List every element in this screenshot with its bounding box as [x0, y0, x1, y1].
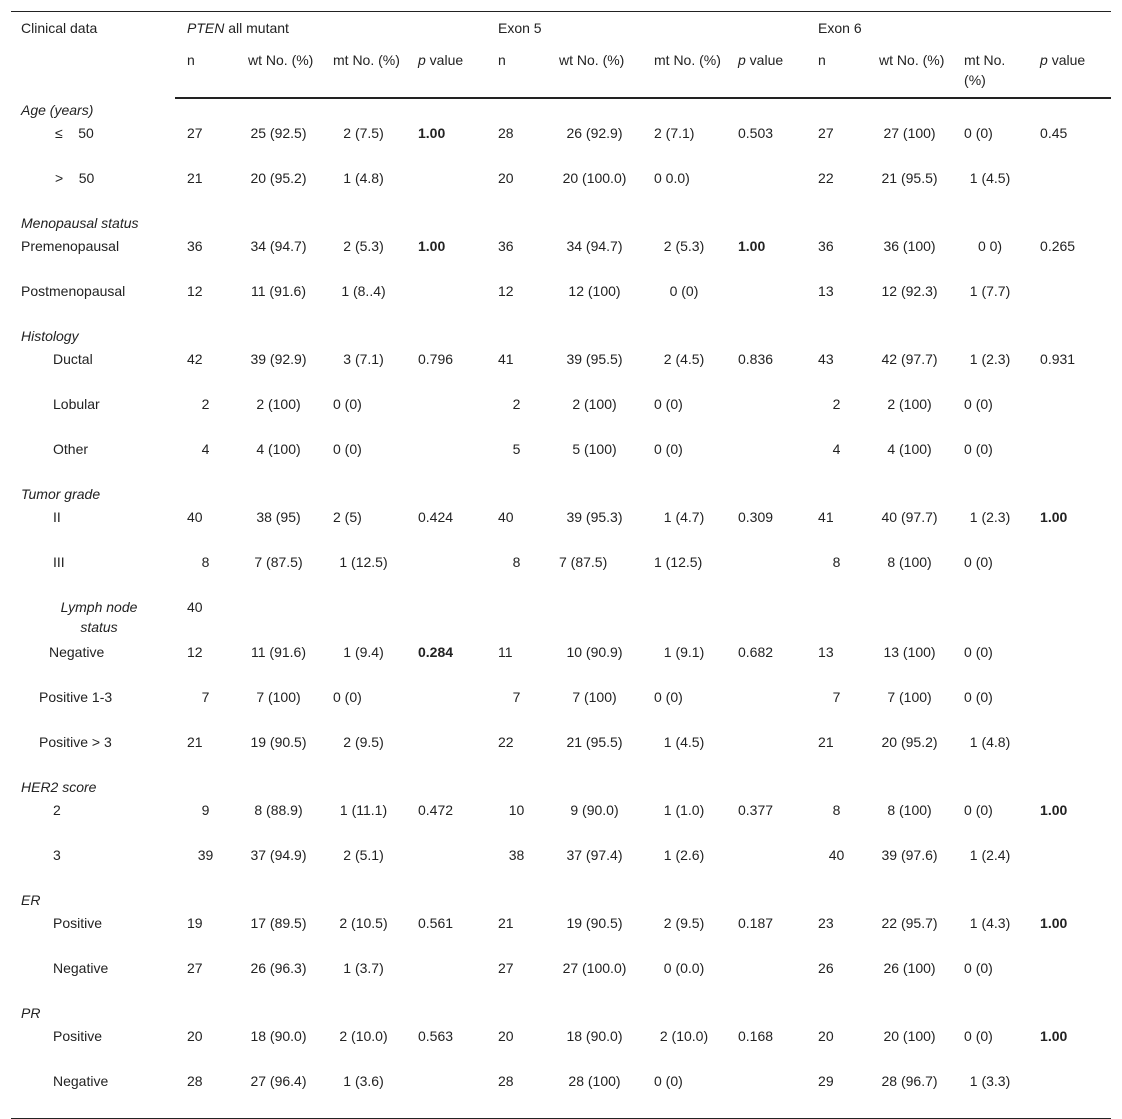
cell-a-p: [406, 167, 486, 212]
cell-c-wt: 8 (100): [887, 553, 932, 570]
cell-b-n: 11: [498, 643, 513, 660]
table-row: [11, 799, 1111, 844]
cell-c-n: 8: [832, 801, 841, 818]
cell-c-n: 13: [818, 282, 834, 299]
clinical-data-header: Clinical data: [11, 12, 175, 98]
col-p: p value: [406, 44, 486, 98]
cell-a-n: 19: [187, 914, 203, 931]
cell-a-wt: 20 (95.2): [250, 169, 307, 186]
cell-b-n: 7: [512, 688, 521, 705]
cell-a-n: 21: [187, 169, 203, 186]
cell-c-p: [1028, 167, 1111, 212]
cell-a-mt: 2 (10.5): [339, 914, 388, 931]
cell-c-mt: 1 (4.3): [969, 914, 1011, 931]
cell-a-wt: 4 (100): [256, 440, 301, 457]
table-row: [11, 1070, 1111, 1119]
section-heading: HER2 score: [21, 778, 97, 795]
cell-b-n: 2: [512, 395, 521, 412]
cell-b-mt: 2 (7.1): [654, 124, 695, 141]
cell-a-mt: 1 (3.6): [321, 1070, 406, 1119]
cell-b-mt: 0 (0.0): [663, 959, 705, 976]
cell-c-p: 1.00: [1040, 801, 1068, 818]
cell-b-wt: 9 (90.0): [570, 801, 619, 818]
cell-a-mt: 2 (5.1): [343, 846, 384, 863]
cell-c-mt: 1 (2.3): [969, 350, 1011, 367]
cell-b-p: 0.836: [738, 350, 774, 367]
row-label: Ductal: [53, 350, 93, 367]
table-row: [11, 506, 1111, 551]
cell-c-n: 27: [818, 124, 834, 141]
cell-c-n: 8: [832, 553, 841, 570]
cell-a-mt: 0 (0): [333, 440, 362, 457]
row-label: Lobular: [53, 395, 100, 412]
table-row: [11, 1025, 1111, 1070]
cell-c-n: 7: [832, 688, 841, 705]
row-label: 2: [53, 801, 61, 818]
cell-b-p: 0.503: [738, 124, 774, 141]
cell-a-p: 0.563: [418, 1027, 454, 1044]
cell-b-wt: 10 (90.9): [566, 643, 623, 660]
cell-b-wt: 28 (100): [547, 1070, 642, 1119]
cell-c-mt: 0 (0): [964, 124, 993, 141]
cell-a-mt: 3 (7.1): [343, 350, 384, 367]
cell-a-p: 0.472: [418, 801, 454, 818]
cell-a-p: 0.561: [418, 914, 454, 931]
cell-a-n: 12: [187, 282, 203, 299]
cell-b-mt: 0 0.0): [654, 169, 690, 186]
cell-b-wt: 39 (95.3): [566, 508, 623, 525]
cell-a-n: 36: [187, 237, 203, 254]
cell-c-wt: 28 (96.7): [867, 1070, 952, 1119]
cell-a-mt: 1 (4.8): [343, 169, 384, 186]
cell-a-mt: 1 (8..4): [341, 282, 386, 299]
table-row: [11, 438, 1111, 483]
cell-c-mt: 0 (0): [964, 1027, 993, 1044]
cell-c-mt: 1 (7.7): [969, 282, 1011, 299]
cell-b-mt: 0 (0): [654, 440, 683, 457]
cell-c-mt: 1 (3.3): [952, 1070, 1028, 1119]
section-heading: Lymph node status: [60, 598, 138, 635]
cell-c-n: 23: [818, 914, 834, 931]
cell-c-wt: 22 (95.7): [881, 914, 938, 931]
table-row: [11, 957, 1111, 1002]
cell-b-wt: 19 (90.5): [566, 914, 623, 931]
cell-a-wt: 2 (100): [256, 395, 301, 412]
table-row: [11, 912, 1111, 957]
cell-c-mt: 0 (0): [964, 553, 993, 570]
cell-c-p: [1028, 731, 1111, 776]
cell-a-p: [406, 438, 486, 483]
cell-b-mt: 2 (10.0): [659, 1027, 709, 1044]
cell-c-mt: 0 (0): [964, 395, 993, 412]
cell-a-n: 9: [201, 801, 210, 818]
cell-b-n: 41: [498, 350, 514, 367]
cell-b-wt: 18 (90.0): [566, 1027, 623, 1044]
cell-b-wt: 7 (100): [572, 688, 617, 705]
cell-c-n: 36: [818, 237, 834, 254]
cell-b-p: [726, 844, 806, 889]
cell-c-n: 40: [828, 846, 845, 863]
cell-b-n: 38: [508, 846, 525, 863]
cell-c-p: [1028, 957, 1111, 1002]
row-label: 3: [53, 846, 61, 863]
cell-a-wt: 17 (89.5): [250, 914, 307, 931]
cell-a-p: [406, 957, 486, 1002]
cell-b-n: 5: [512, 440, 521, 457]
cell-c-p: [1028, 393, 1111, 438]
section-heading: ER: [21, 891, 41, 908]
cell-a-mt: 0 (0): [333, 688, 362, 705]
cell-a-p: 0.796: [418, 350, 454, 367]
cell-c-wt: 27 (100): [883, 124, 936, 141]
cell-a-p: [406, 1070, 486, 1119]
cell-c-mt: 0 (0): [964, 643, 993, 660]
cell-a-p: 0.284: [418, 643, 454, 660]
cell-b-n: 20: [498, 1027, 514, 1044]
cell-c-wt: 12 (92.3): [881, 282, 938, 299]
cell-b-n: 22: [498, 733, 514, 750]
cell-c-n: 2: [832, 395, 841, 412]
cell-a-n: 12: [187, 643, 203, 660]
col-mt: mt No. (%): [321, 44, 406, 98]
cell-a-mt: 2 (5.3): [343, 237, 384, 254]
row-label: Positive: [53, 914, 103, 931]
row-label: III: [53, 553, 65, 570]
cell-c-p: 1.00: [1040, 1027, 1068, 1044]
cell-b-mt: 0 (0): [642, 1070, 726, 1119]
col-n: n: [175, 44, 236, 98]
row-label: Negative: [49, 643, 105, 660]
section-heading: Menopausal status: [21, 214, 139, 231]
cell-b-n: 20: [498, 169, 514, 186]
cell-b-p: 0.187: [738, 914, 774, 931]
cell-c-n: 20: [818, 1027, 834, 1044]
row-label: Positive > 3: [39, 733, 112, 750]
col-n: n: [806, 44, 867, 98]
group-header-exon5: Exon 5: [486, 12, 806, 44]
table-row: [11, 596, 1111, 641]
cell-a-n: 28: [175, 1070, 236, 1119]
table-row: [11, 122, 1111, 167]
cell-a-wt: 19 (90.5): [250, 733, 307, 750]
cell-b-wt: 37 (97.4): [566, 846, 623, 863]
row-label: II: [53, 508, 61, 525]
cell-a-mt: 1 (11.1): [339, 801, 388, 818]
section-heading: Histology: [21, 327, 79, 344]
cell-a-wt: 38 (95): [256, 508, 301, 525]
cell-a-n: 40: [187, 508, 203, 525]
cell-b-n: 21: [498, 914, 514, 931]
cell-a-n: 40: [187, 598, 203, 615]
table-row: [11, 551, 1111, 596]
cell-a-p: [406, 551, 486, 596]
row-label: > 50: [55, 169, 95, 186]
cell-a-p: 1.00: [418, 124, 446, 141]
cell-c-mt: 0 (0): [964, 801, 993, 818]
cell-a-mt: 1 (3.7): [343, 959, 384, 976]
cell-a-p: 1.00: [418, 237, 446, 254]
group-header-pten: PTEN all mutant: [175, 12, 486, 44]
cell-c-p: [1028, 844, 1111, 889]
cell-a-wt: 7 (100): [256, 688, 301, 705]
cell-c-wt: 36 (100): [883, 237, 936, 254]
cell-c-p: [1028, 551, 1111, 596]
cell-b-p: [726, 393, 806, 438]
table-row: [11, 235, 1111, 280]
cell-b-n: 10: [508, 801, 525, 818]
cell-c-p: [1028, 280, 1111, 325]
cell-b-p: [726, 280, 806, 325]
cell-c-wt: 4 (100): [887, 440, 932, 457]
cell-b-mt: 2 (5.3): [663, 237, 705, 254]
cell-c-mt: 1 (2.3): [969, 508, 1011, 525]
cell-b-p: [726, 686, 806, 731]
cell-b-p: [726, 167, 806, 212]
cell-b-n: 28: [486, 1070, 547, 1119]
cell-c-wt: 39 (97.6): [881, 846, 938, 863]
cell-b-wt: 7 (87.5): [559, 553, 608, 570]
section-heading: Tumor grade: [21, 485, 101, 502]
cell-b-p: [726, 551, 806, 596]
row-label: Positive 1-3: [39, 688, 113, 705]
section-heading: Age (years): [21, 101, 94, 118]
group-header-exon6: Exon 6: [806, 12, 1111, 44]
cell-b-p: 0.168: [738, 1027, 774, 1044]
cell-c-n: 43: [818, 350, 834, 367]
cell-b-mt: 1 (1.0): [663, 801, 705, 818]
cell-c-p: 1.00: [1040, 508, 1068, 525]
cell-c-p: [1028, 686, 1111, 731]
cell-a-wt: 11 (91.6): [251, 643, 306, 660]
table-row: [11, 844, 1111, 889]
cell-b-wt: 12 (100): [568, 282, 621, 299]
col-p: p value: [1028, 44, 1111, 98]
cell-b-wt: 34 (94.7): [566, 237, 623, 254]
cell-a-wt: 39 (92.9): [250, 350, 307, 367]
cell-a-n: 42: [187, 350, 203, 367]
row-label: Postmenopausal: [21, 282, 126, 299]
cell-c-mt: 0 (0): [964, 688, 993, 705]
clinical-data-table: [11, 11, 1111, 1119]
cell-b-n: 36: [498, 237, 514, 254]
cell-a-p: [406, 731, 486, 776]
cell-b-wt: 5 (100): [572, 440, 617, 457]
cell-c-n: 22: [818, 169, 834, 186]
cell-a-mt: 2 (10.0): [339, 1027, 388, 1044]
cell-c-n: 21: [818, 733, 834, 750]
cell-a-n: 4: [201, 440, 210, 457]
cell-a-p: 0.424: [418, 508, 454, 525]
cell-a-wt: 25 (92.5): [250, 124, 307, 141]
cell-b-p: 0.377: [738, 801, 774, 818]
col-p: p value: [726, 44, 806, 98]
cell-c-p: [1028, 438, 1111, 483]
cell-c-wt: 42 (97.7): [881, 350, 938, 367]
cell-b-wt: 26 (92.9): [566, 124, 623, 141]
cell-a-n: 39: [197, 846, 214, 863]
cell-a-n: 20: [187, 1027, 203, 1044]
cell-a-wt: 7 (87.5): [254, 553, 303, 570]
col-n: n: [486, 44, 547, 98]
cell-a-wt: 18 (90.0): [250, 1027, 307, 1044]
cell-c-n: 41: [818, 508, 834, 525]
cell-c-p: 0.265: [1040, 237, 1076, 254]
cell-a-n: 27: [187, 959, 203, 976]
cell-c-mt: 0 (0): [964, 959, 993, 976]
row-label: Negative: [53, 959, 109, 976]
cell-c-wt: 13 (100): [883, 643, 936, 660]
cell-b-mt: 1 (12.5): [654, 553, 703, 570]
table-row: [11, 167, 1111, 212]
cell-a-p: [406, 280, 486, 325]
cell-a-p: [406, 393, 486, 438]
table-row: [11, 641, 1111, 686]
cell-c-n: 4: [832, 440, 841, 457]
cell-c-mt: 1 (4.8): [969, 733, 1011, 750]
cell-a-mt: 1 (9.4): [343, 643, 384, 660]
section-heading: PR: [21, 1004, 41, 1021]
cell-c-wt: 2 (100): [887, 395, 932, 412]
cell-b-mt: 0 (0): [654, 395, 683, 412]
cell-b-wt: 27 (100.0): [562, 959, 627, 976]
cell-b-mt: 2 (9.5): [663, 914, 705, 931]
cell-b-n: 27: [498, 959, 514, 976]
col-wt: wt No. (%): [236, 44, 321, 98]
cell-b-p: [726, 957, 806, 1002]
cell-a-n: 8: [201, 553, 210, 570]
cell-a-mt: 2 (5): [333, 508, 362, 525]
cell-b-p: 0.309: [738, 508, 774, 525]
cell-c-wt: 20 (95.2): [881, 733, 938, 750]
cell-c-n: 26: [818, 959, 834, 976]
cell-b-wt: 2 (100): [572, 395, 617, 412]
cell-b-wt: 39 (95.5): [566, 350, 623, 367]
cell-b-p: [726, 731, 806, 776]
table-row: [11, 686, 1111, 731]
cell-a-mt: 1 (12.5): [339, 553, 388, 570]
cell-a-n: 27: [187, 124, 203, 141]
cell-c-p: 1.00: [1040, 914, 1068, 931]
cell-b-n: 40: [498, 508, 514, 525]
cell-b-p: 0.682: [738, 643, 774, 660]
cell-b-mt: 1 (9.1): [663, 643, 705, 660]
cell-b-n: 28: [498, 124, 514, 141]
cell-b-n: 12: [498, 282, 514, 299]
cell-c-wt: 8 (100): [887, 801, 932, 818]
cell-a-wt: 8 (88.9): [254, 801, 303, 818]
cell-a-p: [406, 686, 486, 731]
cell-a-mt: 2 (9.5): [343, 733, 384, 750]
cell-a-p: [406, 844, 486, 889]
row-label: ≤ 50: [55, 124, 94, 141]
col-mt: mt No. (%): [952, 44, 1028, 98]
cell-b-p: 1.00: [738, 237, 766, 254]
col-mt: mt No. (%): [642, 44, 726, 98]
cell-c-wt: 20 (100): [883, 1027, 936, 1044]
cell-a-wt: 26 (96.3): [250, 959, 307, 976]
table-row: [11, 280, 1111, 325]
table-row: [11, 393, 1111, 438]
cell-c-mt: 0 0): [977, 237, 1003, 254]
table-row: [11, 731, 1111, 776]
cell-c-wt: 21 (95.5): [881, 169, 938, 186]
cell-a-wt: 34 (94.7): [250, 237, 307, 254]
cell-a-mt: 2 (7.5): [343, 124, 384, 141]
cell-c-p: [1028, 641, 1111, 686]
cell-c-n: 29: [806, 1070, 867, 1119]
cell-a-mt: 0 (0): [333, 395, 362, 412]
cell-a-wt: 11 (91.6): [251, 282, 306, 299]
col-wt: wt No. (%): [547, 44, 642, 98]
cell-b-wt: 20 (100.0): [562, 169, 627, 186]
cell-b-mt: 2 (4.5): [663, 350, 705, 367]
row-label: Premenopausal: [21, 237, 120, 254]
cell-c-mt: 0 (0): [964, 440, 993, 457]
cell-b-mt: 1 (2.6): [663, 846, 705, 863]
cell-c-n: 13: [818, 643, 834, 660]
cell-b-mt: 1 (4.5): [663, 733, 705, 750]
cell-a-wt: 27 (96.4): [236, 1070, 321, 1119]
cell-c-mt: 1 (4.5): [969, 169, 1011, 186]
cell-b-p: [726, 438, 806, 483]
row-label: Positive: [53, 1027, 103, 1044]
cell-a-wt: 37 (94.9): [250, 846, 307, 863]
col-wt: wt No. (%): [867, 44, 952, 98]
table-row: [11, 348, 1111, 393]
cell-b-mt: 0 (0): [654, 688, 683, 705]
cell-c-p: [1028, 1070, 1111, 1119]
cell-c-wt: 7 (100): [887, 688, 932, 705]
cell-b-p: [726, 1070, 806, 1119]
cell-b-n: 8: [512, 553, 521, 570]
row-label: Other: [53, 440, 89, 457]
cell-c-wt: 26 (100): [883, 959, 936, 976]
row-label: Negative: [11, 1070, 175, 1119]
cell-b-mt: 1 (4.7): [663, 508, 705, 525]
cell-c-p: 0.45: [1040, 124, 1068, 141]
cell-a-n: 2: [201, 395, 210, 412]
cell-a-n: 7: [201, 688, 210, 705]
cell-a-n: 21: [187, 733, 203, 750]
cell-b-wt: 21 (95.5): [566, 733, 623, 750]
cell-c-p: 0.931: [1040, 350, 1076, 367]
cell-b-mt: 0 (0): [669, 282, 699, 299]
cell-c-wt: 40 (97.7): [881, 508, 938, 525]
cell-c-mt: 1 (2.4): [969, 846, 1011, 863]
